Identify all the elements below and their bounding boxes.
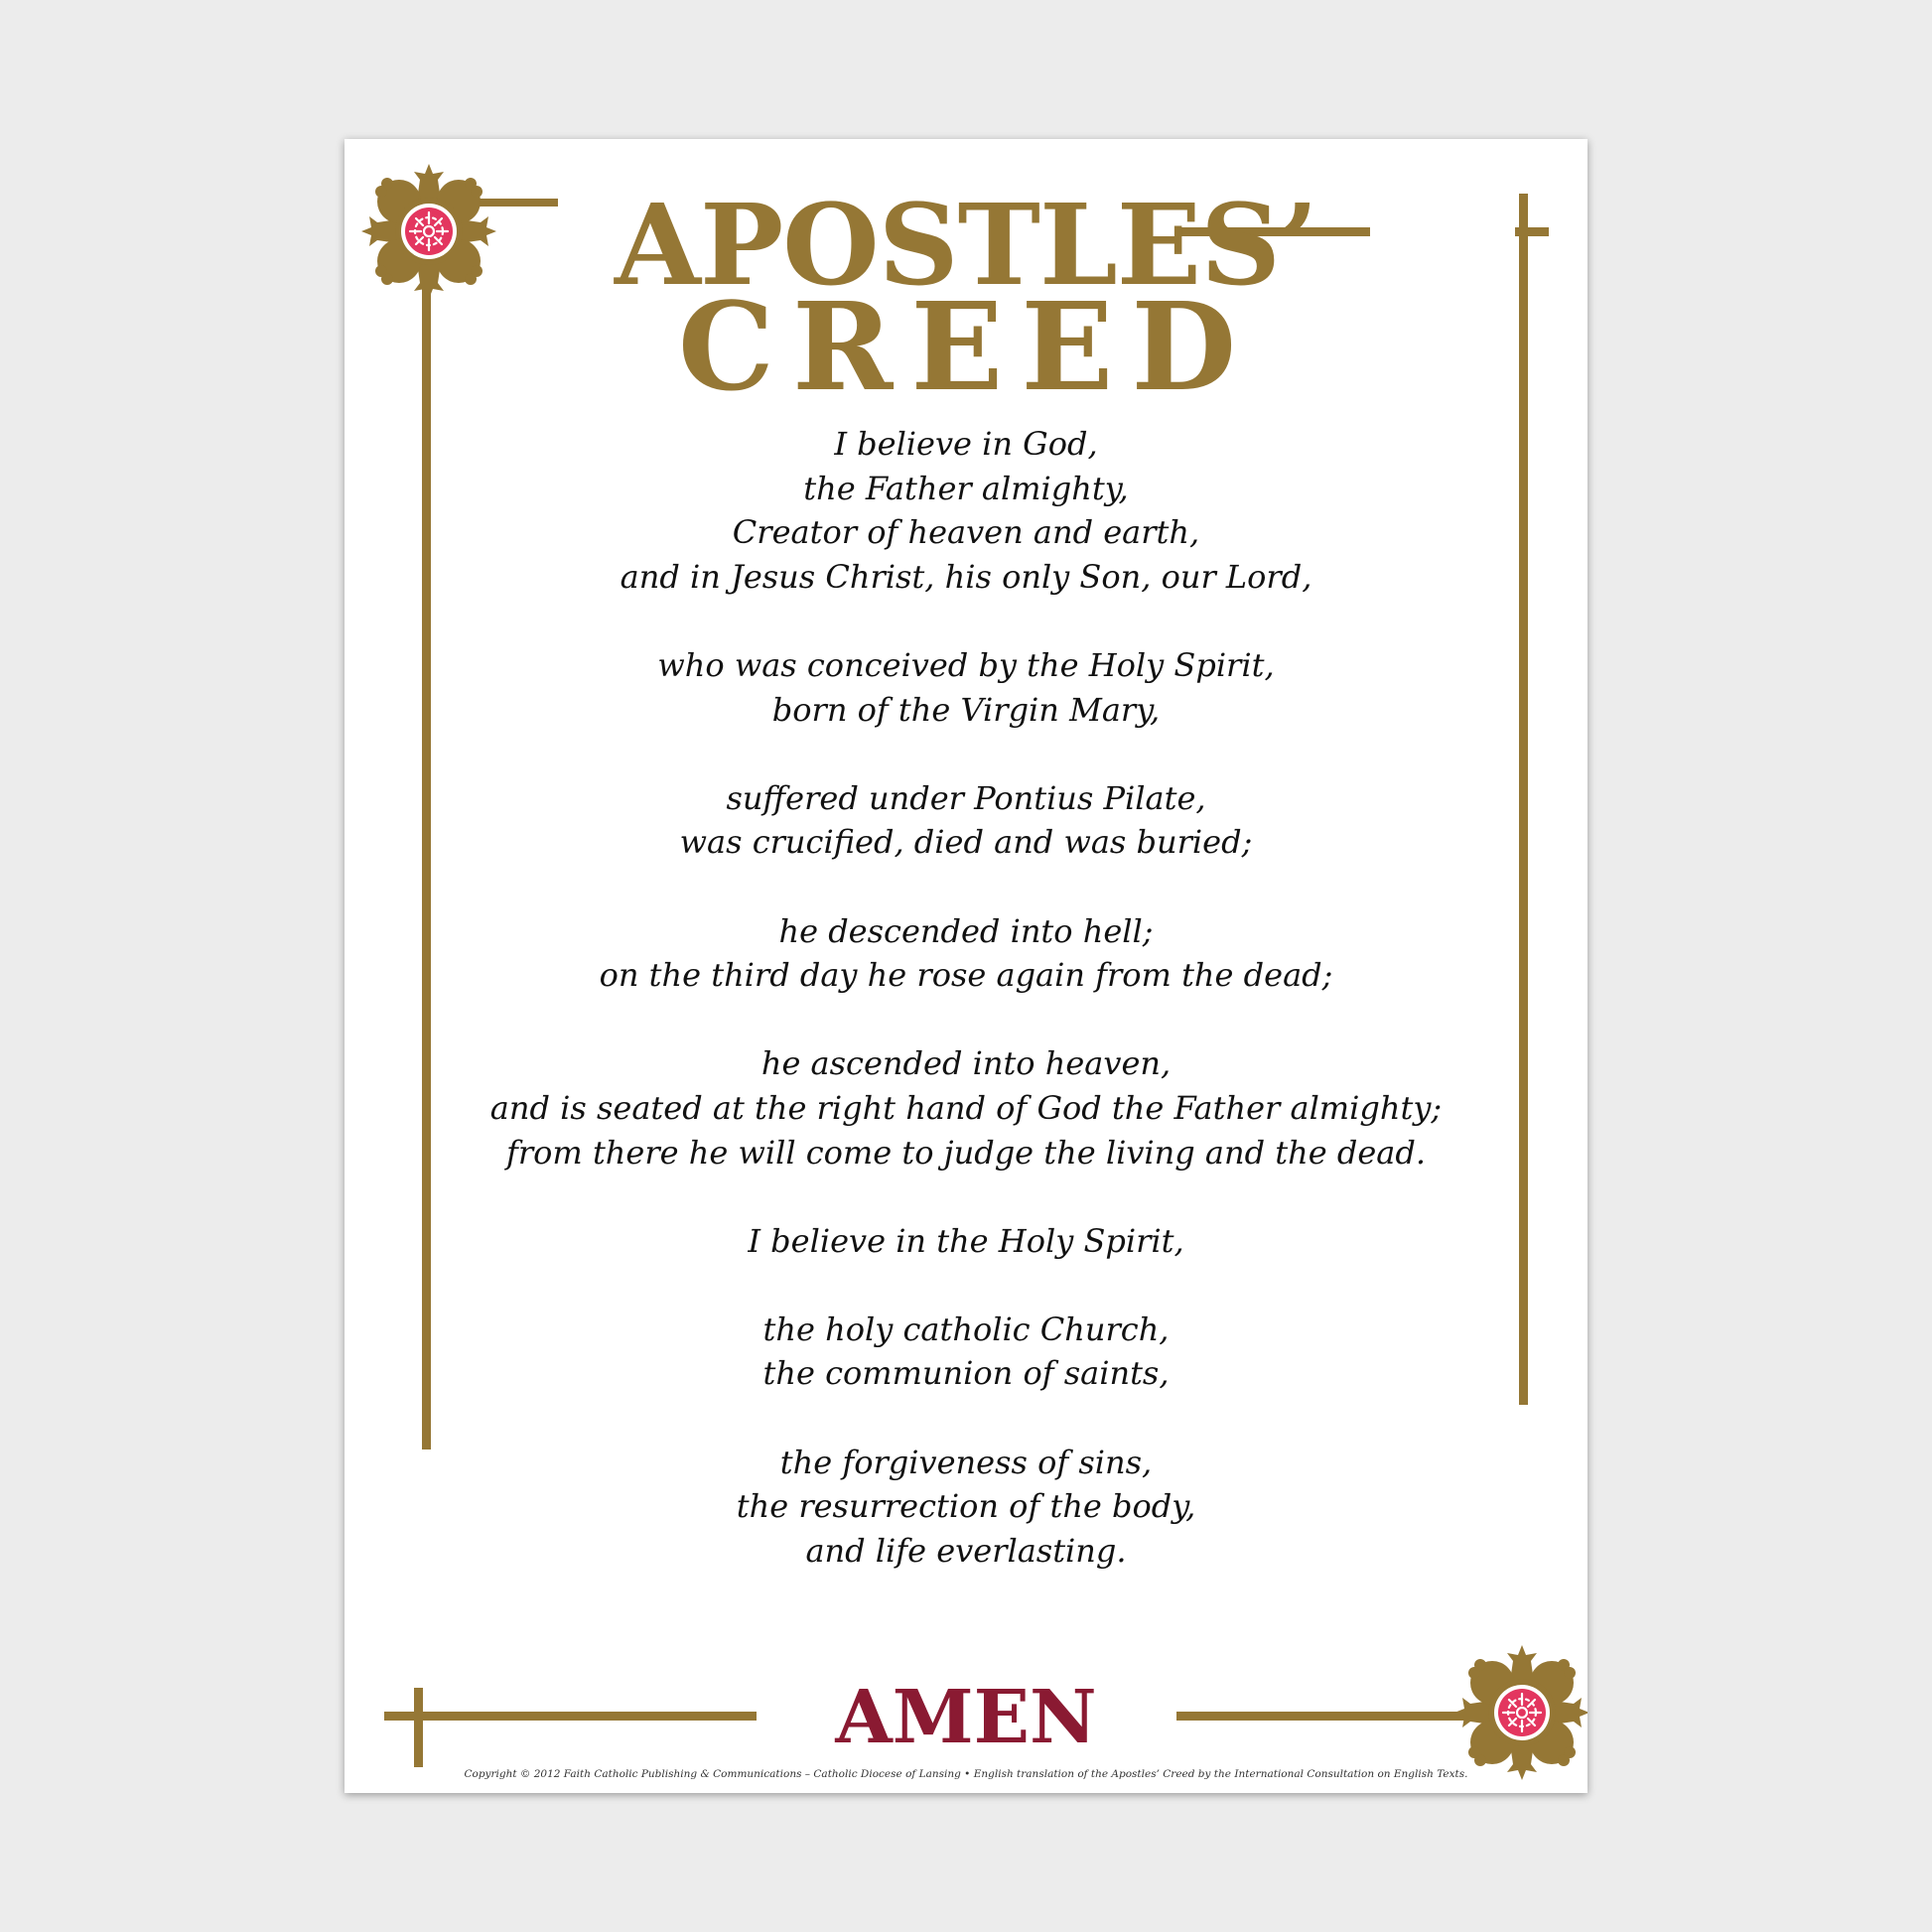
stanza <box>464 422 1468 599</box>
title-line-2: CREED <box>677 275 1255 418</box>
stanza <box>464 1041 1468 1174</box>
rose-medallion-icon <box>1454 1645 1587 1780</box>
verse-line: and life everlasting. <box>805 1531 1127 1570</box>
stanza <box>464 1219 1468 1264</box>
verse-line: I believe in God, <box>834 425 1098 463</box>
verse-line: and in Jesus Christ, his only Son, our Lord, <box>620 557 1312 596</box>
title-line-1: APOSTLES’ <box>615 181 1317 311</box>
verse-line: on the third day he rose again from the dead; <box>599 956 1333 995</box>
verse-line: the communion of saints, <box>762 1354 1170 1393</box>
verse-line: he ascended into heaven, <box>760 1044 1172 1083</box>
verse-line: the resurrection of the body, <box>736 1487 1196 1526</box>
stanza <box>464 643 1468 732</box>
verse-line: suffered under Pontius Pilate, <box>726 778 1206 817</box>
verse-line: and is seated at the right hand of God the Father almighty; <box>489 1088 1443 1127</box>
stanza <box>464 909 1468 998</box>
verse-line: I believe in the Holy Spirit, <box>748 1221 1184 1260</box>
verse-line: Creator of heaven and earth, <box>732 513 1200 552</box>
creed-text <box>464 422 1468 1617</box>
creed-poster <box>345 139 1587 1793</box>
amen-text: AMEN <box>835 1675 1097 1760</box>
verse-line: was crucified, died and was buried; <box>679 823 1253 862</box>
verse-line: who was conceived by the Holy Spirit, <box>657 645 1275 684</box>
verse-line: he descended into hell; <box>778 911 1154 950</box>
copyright-notice: Copyright © 2012 Faith Catholic Publishing & Communications – Catholic Diocese of Lansing • English translation of the Apostles’ Creed by the International Consultation on English Texts. <box>464 1768 1468 1780</box>
verse-line: the Father almighty, <box>803 469 1129 507</box>
verse-line: born of the Virgin Mary, <box>771 690 1161 729</box>
stanza <box>464 1308 1468 1396</box>
rose-medallion-icon <box>361 164 496 299</box>
verse-line: the forgiveness of sins, <box>779 1443 1153 1481</box>
stanza <box>464 1441 1468 1574</box>
stanza <box>464 776 1468 865</box>
verse-line: from there he will come to judge the living and the dead. <box>506 1133 1426 1172</box>
verse-line: the holy catholic Church, <box>762 1310 1170 1348</box>
